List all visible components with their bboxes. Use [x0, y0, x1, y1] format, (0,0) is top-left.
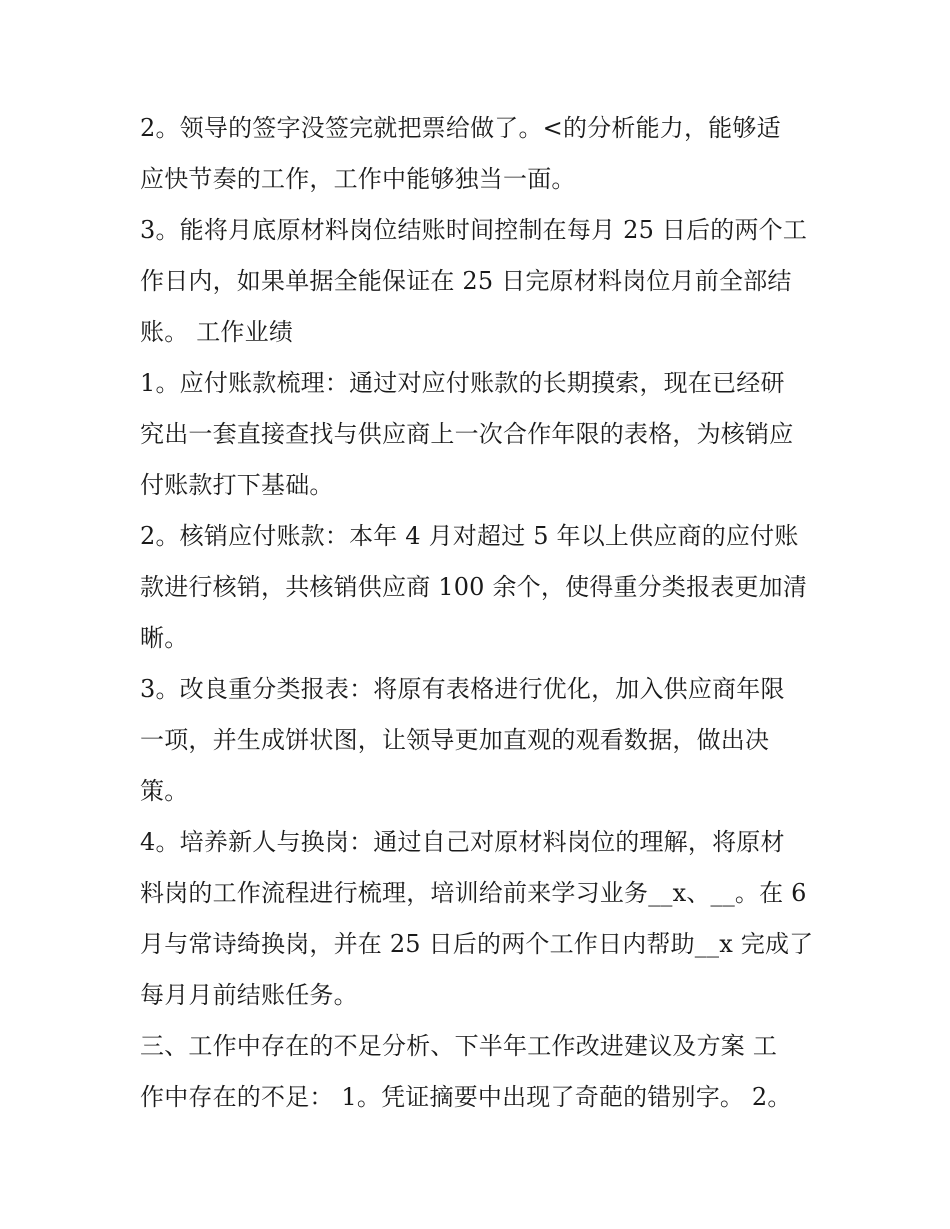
text-line: 2。领导的签字没签完就把票给做了。<的分析能力，能够适 [140, 114, 781, 142]
text-line: 2。核销应付账款：本年 4 月对超过 5 年以上供应商的应付账 [140, 522, 799, 550]
text-line: 三、工作中存在的不足分析、下半年工作改进建议及方案 工 [140, 1032, 778, 1060]
text-line: 晰。 [140, 624, 189, 652]
text-line: 作中存在的不足： 1。凭证摘要中出现了奇葩的错别字。 2。 [140, 1083, 792, 1111]
text-line: 3。能将月底原材料岗位结账时间控制在每月 25 日后的两个工 [140, 216, 808, 244]
text-line: 作日内，如果单据全能保证在 25 日完原材料岗位月前全部结 [140, 267, 792, 295]
text-line: 每月月前结账任务。 [140, 981, 358, 1009]
document-page [140, 103, 820, 1123]
text-line: 一项，并生成饼状图，让领导更加直观的观看数据，做出决 [140, 726, 770, 754]
text-line: 究出一套直接查找与供应商上一次合作年限的表格，为核销应 [140, 420, 794, 448]
text-line: 月与常诗绮换岗，并在 25 日后的两个工作日内帮助__x 完成了 [140, 930, 814, 958]
text-line: 款进行核销，共核销供应商 100 余个，使得重分类报表更加清 [140, 573, 808, 601]
text-line: 4。培养新人与换岗：通过自己对原材料岗位的理解，将原材 [140, 828, 785, 856]
text-line: 3。改良重分类报表：将原有表格进行优化，加入供应商年限 [140, 675, 785, 703]
text-line: 策。 [140, 777, 189, 805]
text-line: 应快节奏的工作，工作中能够独当一面。 [140, 165, 576, 193]
text-line: 账。 工作业绩 [140, 318, 294, 346]
text-line: 料岗的工作流程进行梳理，培训给前来学习业务__x、__。在 6 [140, 879, 807, 907]
text-line: 付账款打下基础。 [140, 471, 334, 499]
text-line: 1。应付账款梳理：通过对应付账款的长期摸索，现在已经研 [140, 369, 785, 397]
